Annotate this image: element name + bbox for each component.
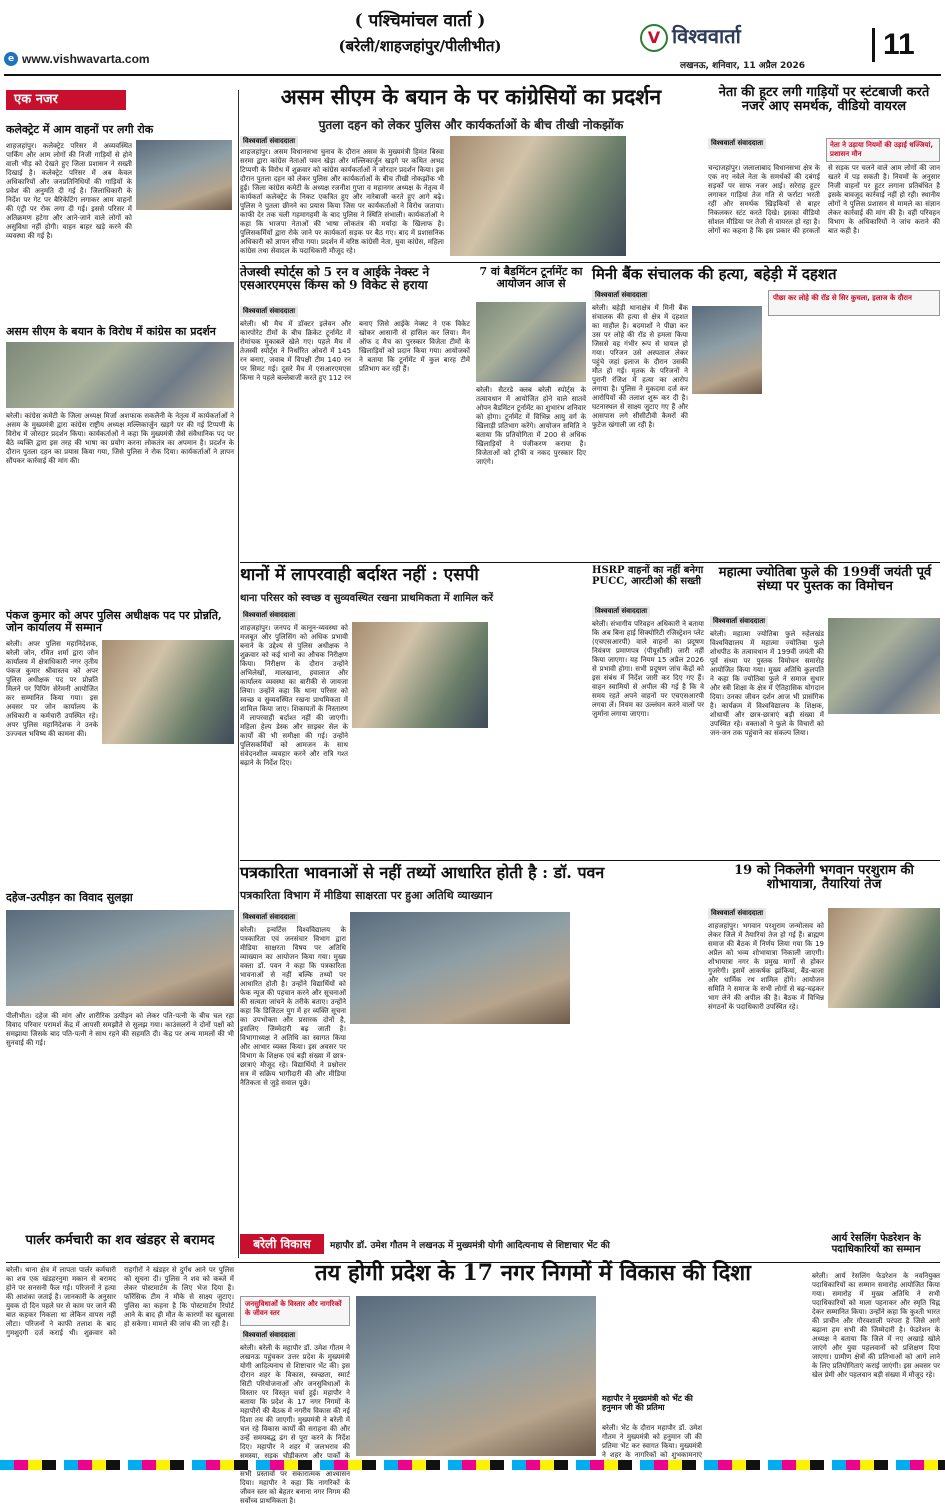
thana-body: शाहजहांपुर। जनपद में कानून-व्यवस्था को मजबूत और पुलिसिंग को अधिक प्रभावी बनाने के उद्देश्य से पुलिस अधीक्षक ने शुक्रवार को कई थानों का औचक निरीक्षण किया। निरीक्षण के दौरान उन्होंने अभिलेखों, मालखाना, हवालात और कार्यालय व्यवस्था का बारीकी से जायजा लिया। उन्होंने कहा कि थाना परिसर को स्वच्छ व सुव्यवस्थित रखना प्राथमिकता में शामिल किया जाए। शिकायतों के निस्तारण में लापरवाही बर्दाश्त नहीं की जाएगी। महिला हेल्प डेस्क और साइबर सेल के कार्यों की भी समीक्षा की गई। उन्होंने पुलिसकर्मियों को आमजन के साथ संवेदनशील व्यवहार करने और रात्रि गश्त बढ़ाने के निर्देश दिए। [240,624,348,767]
dateline: लखनऊ, शनिवार, 11 अप्रैल 2026 [680,61,806,71]
page-number: 11 [872,28,932,62]
masthead-rule [4,74,941,76]
thana-bureau: विश्ववार्ता संवाददाता [240,610,298,621]
phule-headline: महात्मा ज्योतिबा फुले की 199वीं जयंती पूर्व संध्या पर पुस्तक का विमोचन [718,565,932,595]
ek-nazar-s2-headline: असम सीएम के बयान के विरोध में कांग्रेस का प्रदर्शन [6,325,216,338]
parshuram-story [708,864,940,1224]
badminton-headline: 7 वां बैडमिंटन टूर्नामेंट का आयोजन आज से [479,265,583,290]
parshuram-headline: 19 को निकलेगी भगवान परशुराम की शोभायात्रा, तैयारियां तेज [734,863,914,893]
bank-bureau: विश्ववार्ता संवाददाता [592,290,650,301]
divider-3 [240,860,940,861]
footer-registration-bar [0,1460,945,1470]
website-bar[interactable] [4,51,264,69]
thana-subhead: थाना परिसर को स्वच्छ व सुव्यवस्थित रखना प्राथमिकता में शामिल करें [240,593,494,604]
ek-nazar-s2-photo [6,342,234,408]
parlour-story [6,1234,234,1456]
parlour-headline: पार्लर कर्मचारी का शव खंडहर से बरामद [25,1233,215,1248]
phule-body: बरेली। महात्मा ज्योतिबा फुले रुहेलखंड विश्वविद्यालय में महात्मा ज्योतिबा फुले शोधपीठ के तत्वावधान में 199वीं जयंती की पूर्व संध्या पर पुस्तक विमोचन समारोह आयोजित किया गया। मुख्य अतिथि कुलपति ने कहा कि ज्योतिबा फुले ने समाज सुधार और स्त्री शिक्षा के क्षेत्र में ऐतिहासिक योगदान दिया। उनका जीवन दर्शन आज भी प्रासंगिक है। कार्यक्रम में विश्वविद्यालय के शिक्षक, शोधार्थी और छात्र-छात्राएं बड़ी संख्या में उपस्थित रहे। वक्ताओं ने फुले के विचारों को जन-जन तक पहुंचाने का संकल्प लिया। [710,630,824,737]
badminton-story [476,266,586,558]
logo-text: विश्ववार्ता [672,24,741,48]
bank-body: बरेली। बहेड़ी थानाक्षेत्र में मिनी बैंक संचालक की हत्या से क्षेत्र में दहशत का माहौल है। बदमाशों ने पीछा कर उस पर लोहे की रॉड से हमला किया जिससे वह गंभीर रूप से घायल हो गया। परिजन उसे अस्पताल लेकर पहुंचे जहां इलाज के दौरान उसकी मौत हो गई। मृतक के परिजनों ने पुरानी रंजिश में हत्या का आरोप लगाया है। पुलिस ने मुकदमा दर्ज कर आरोपियों की तलाश शुरू कर दी है। घटनास्थल से साक्ष्य जुटाए गए हैं और आसपास लगे सीसीटीवी कैमरों की फुटेज खंगाली जा रही है। [592,304,688,429]
hooter-headline: नेता की हूटर लगी गाड़ियों पर स्टंटबाजी करते नजर आए समर्थक, वीडियो वायरल [718,85,930,115]
logo [640,18,800,58]
phule-bureau: विश्ववार्ता संवाददाता [710,616,768,627]
bank-body-col3 [768,320,940,556]
badminton-body: बरेली। सैटरडे क्लब बरेली स्पोर्ट्स के तत्वावधान में आयोजित होने वाले सातवें ओपन बैडमिंटन टूर्नामेंट का शुभारंभ शनिवार को होगा। टूर्नामेंट में विभिन्न आयु वर्ग के खिलाड़ी प्रतिभाग करेंगे। आयोजन समिति ने बताया कि प्रतियोगिता में 200 से अधिक खिलाड़ियों ने पंजीकरण कराया है। विजेताओं को ट्रॉफी व नकद पुरस्कार दिए जाएंगे। [476,386,586,466]
bank-box-text: पीछा कर लोहे की रॉड से सिर कुचला, इलाज के दौरान [773,294,912,302]
masthead [0,0,945,76]
patrakarita-bureau: विश्ववार्ता संवाददाता [240,912,298,923]
vikas-box-text: जनसुविधाओं के विस्तार और नागरिकों के जीवन स्तर [245,1300,342,1317]
arya-headline: आर्य रेसलिंग फेडरेशन के पदाधिकारियों का सम्मान [831,1233,921,1255]
hooter-box-text: नेता ने उड़ाया नियमों की उड़ाई धज्जियां, प्रशासन मौन [830,141,934,158]
arya-body: बरेली। आर्य रेसलिंग फेडरेशन के नवनियुक्त पदाधिकारियों का सम्मान समारोह आयोजित किया गया। समारोह में मुख्य अतिथि ने सभी पदाधिकारियों को माला पहनाकर और स्मृति चिह्न देकर सम्मानित किया। उन्होंने कहा कि कुश्ती भारत की प्राचीन और गौरवशाली परंपरा है जिसे आगे बढ़ाना हम सभी की जिम्मेदारी है। फेडरेशन के अध्यक्ष ने बताया कि जिले में नए अखाड़े खोले जाएंगे और युवा पहलवानों को प्रशिक्षण दिया जाएगा। ग्रामीण क्षेत्रों की प्रतिभाओं को आगे लाने के लिए प्रतियोगिताएं कराई जाएंगी। इस अवसर पर खेल प्रेमी और पहलवान बड़ी संख्या में मौजूद रहे। [812,1272,940,1379]
cricket-body: बरेली। श्री मैच में डॉक्टर इलेवन और कारपोरेट टीमों के बीच क्रिकेट टूर्नामेंट में रोमांचक मुकाबले खेले गए। पहले मैच में तेजस्वी स्पोर्ट्स ने निर्धारित ओवरों में 145 रन बनाए, जवाब में विपक्षी टीम 140 रन पर सिमट गई। दूसरे मैच में एसआरएमएस किंग्स ने पहले बल्लेबाजी करते हुए 112 रन बनाए जिसे आईके नेक्स्ट ने एक विकेट खोकर आसानी से हासिल कर लिया। मैन ऑफ द मैच का पुरस्कार विजेता टीमों के खिलाड़ियों को प्रदान किया गया। आयोजकों ने बताया कि टूर्नामेंट में कुल बारह टीमें प्रतिभाग कर रही हैं। [240,320,470,382]
vikas-box2-headline: महापौर ने मुख्यमंत्री को भेंट की हनुमान जी की प्रतिमा [602,1393,693,1412]
hsrp-story [592,566,704,856]
lead-bureau: विश्ववार्ता संवाददाता [240,136,298,147]
ek-nazar-s4-body: पीलीभीत। दहेज की मांग और शारीरिक उत्पीड़न को लेकर पति-पत्नी के बीच चल रहा विवाद परिवार परामर्श केंद्र में आपसी समझौते से सुलझ गया। काउंसलरों ने दोनों पक्षों को समझाया जिसके बाद पति-पत्नी ने साथ रहने की सहमति दी। केंद्र पर अन्य मामलों की भी सुनवाई की गई। [6,1012,234,1047]
ek-nazar-s4-photo [6,910,234,1006]
patrakarita-body-lower [350,1028,702,1222]
patrakarita-subhead: पत्रकारिता विभाग में मीडिया साक्षरता पर हुआ अतिथि व्याख्यान [240,889,493,902]
vikas-photo [356,1296,596,1456]
cricket-story [240,266,470,558]
logo-v-icon: V [640,24,668,52]
arya-story [812,1234,940,1456]
thana-story [240,566,588,856]
vikas-headline: तय होगी प्रदेश के 17 नगर निगमों में विकास की दिशा [315,1260,751,1286]
lead-story [240,86,702,258]
lead-body-col2 [632,136,702,256]
patrakarita-story [240,864,702,1224]
vikas-kicker: महापौर डॉ. उमेश गौतम ने लखनऊ में मुख्यमंत्री योगी आदित्यनाथ से शिष्टाचार भेंट की [330,1241,610,1251]
parlour-body: बरेली। थाना क्षेत्र में लापता पार्लर कर्मचारी का शव एक खंडहरनुमा मकान से बरामद होने पर सनसनी फैल गई। परिजनों ने हत्या की आशंका जताई है। जानकारी के अनुसार युवक दो दिन पहले घर से काम पर जाने की बात कहकर निकला था लेकिन वापस नहीं लौटा। परिजनों ने काफी तलाश के बाद गुमशुदगी दर्ज कराई थी। शुक्रवार को राहगीरों ने खंडहर से दुर्गंध आने पर पुलिस को सूचना दी। पुलिस ने शव को कब्जे में लेकर पोस्टमार्टम के लिए भेज दिया है। फॉरेंसिक टीम ने मौके से साक्ष्य जुटाए। पुलिस का कहना है कि पोस्टमार्टम रिपोर्ट आने के बाद ही मौत के कारणों का खुलासा हो सकेगा। मामले की जांच की जा रही है। [6,1266,234,1337]
patrakarita-photo [350,912,570,1024]
bank-headline: मिनी बैंक संचालक की हत्या, बहेड़ी में दहशत [592,265,837,283]
vikas-bureau: विश्ववार्ता संवाददाता [240,1330,298,1341]
vikas-box [240,1296,350,1326]
patrakarita-headline: पत्रकारिता भावनाओं से नहीं तथ्यों आधारित होती है : डॉ. पवन [240,863,605,882]
vikas-story [240,1234,806,1505]
hsrp-body: बरेली। संभागीय परिवहन अधिकारी ने बताया कि अब बिना हाई सिक्योरिटी रजिस्ट्रेशन प्लेट (एचएसआरपी) वाले वाहनों का प्रदूषण नियंत्रण प्रमाणपत्र (पीयूसीसी) जारी नहीं किया जाएगा। यह नियम 15 अप्रैल 2026 से प्रभावी होगा। सभी प्रदूषण जांच केंद्रों को इस संबंध में निर्देश जारी कर दिए गए हैं। वाहन स्वामियों से अपील की गई है कि वे समय रहते अपने वाहनों पर एचएसआरपी लगवा लें। नियम का उल्लंघन करने वालों पर जुर्माना लगाया जाएगा। [592,620,704,718]
vikas-body: बरेली। बरेली के महापौर डॉ. उमेश गौतम ने लखनऊ पहुंचकर उत्तर प्रदेश के मुख्यमंत्री योगी आदित्यनाथ से शिष्टाचार भेंट की। इस दौरान शहर के विकास, स्वच्छता, स्मार्ट सिटी परियोजनाओं और जनसुविधाओं के विस्तार पर विस्तृत चर्चा हुई। महापौर ने बताया कि प्रदेश के 17 नगर निगमों के महापौरों की बैठक में नगरीय विकास की नई दिशा तय की जाएगी। मुख्यमंत्री ने बरेली में चल रहे विकास कार्यों की सराहना की और उन्हें समयबद्ध ढंग से पूरा करने के निर्देश दिए। महापौर ने शहर में जलभराव की समस्या, सड़क चौड़ीकरण और पार्कों के सभी प्रस्तावों पर सकारात्मक आश्वासन दिया। महापौर ने कहा कि नागरिकों के जीवन स्तर को बेहतर बनाना नगर निगम की सर्वोच्च प्राथमिकता है। [240,1344,350,1505]
ek-nazar-s3-body: बरेली। अपर पुलिस महानिदेशक, बरेली जोन, रमित शर्मा द्वारा जोन कार्यालय में क्षेत्राधिकारी नगर तृतीय पंकज कुमार श्रीवास्तव को अपर पुलिस अधीक्षक पद पर प्रोन्नति मिलने पर पिपिंग सेरेमनी आयोजित कर सम्मानित किया गया। इस अवसर पर जोन कार्यालय के अधिकारी व कर्मचारी उपस्थित रहे। अपर पुलिस महानिदेशक ने उनके उज्ज्वल भविष्य की कामना की। [6,640,98,738]
phule-story [710,566,940,856]
section-title: ( पश्चिमांचल वार्ता ) [354,11,486,31]
vikas-body-col3 [602,1296,702,1392]
ek-nazar-s3-photo [102,640,234,744]
hooter-body: चन्दाजहांपुर। जलालाबाद विधानसभा क्षेत्र के एक नए नवेले नेता के समर्थकों की दबंगई सड़कों पर साफ नजर आई। सरेराह हूटर लगाकर गाड़ियां तेज गति से फर्राटा भरती रहीं और समर्थक खिड़कियों से बाहर निकलकर स्टंट करते दिखे। इसका वीडियो सोशल मीडिया पर तेजी से वायरल हो रहा है। लोगों का कहना है कि इस प्रकार की हरकतों से सड़क पर चलने वाले आम लोगों की जान खतरे में पड़ सकती है। नियमों के अनुसार निजी वाहनों पर हूटर लगाना प्रतिबंधित है इसके बावजूद कार्रवाई नहीं हो रही। स्थानीय लोगों ने पुलिस प्रशासन से मामले का संज्ञान लेकर कार्रवाई की मांग की है। वहीं परिवहन विभाग के अधिकारियों ने जांच कराने की बात कही है। [708,164,940,235]
divider-1 [240,262,940,263]
vikas-box2-body: बरेली। भेंट के दौरान महापौर डॉ. उमेश गौतम ने मुख्यमंत्री को हनुमान जी की प्रतिमा भेंट कर स्वागत किया। मुख्यमंत्री ने शहर के नागरिकों को शुभकामनाएं [602,1424,702,1459]
hooter-bureau: विश्ववार्ता संवाददाता [708,138,766,149]
lead-photo [450,136,626,256]
website-url[interactable]: www.vishwavarta.com [22,52,150,66]
ek-nazar-s4-headline: दहेज-उत्पीड़न का विवाद सुलझा [6,891,133,904]
thana-headline: थानों में लापरवाही बर्दाश्त नहीं : एसपी [240,565,479,585]
cricket-bureau: विश्ववार्ता संवाददाता [240,306,298,317]
lead-body: शाहजहांपुर। असम विधानसभा चुनाव के दौरान असम के मुख्यमंत्री हिमंत बिस्वा सरमा द्वारा कांग्रेस नेताओं पवन खेड़ा और मल्लिकार्जुन खड़गे पर कथित अभद्र टिप्पणी के विरोध में शुक्रवार को कांग्रेस कार्यकर्ताओं ने जोरदार प्रदर्शन किया। इस दौरान पुतला दहन को लेकर पुलिस और कार्यकर्ताओं के बीच तीखी नोकझोंक भी हुई। जिला कांग्रेस कमेटी के अध्यक्ष रजनीश गुप्ता व महानगर अध्यक्ष के नेतृत्व में कार्यकर्ता कलेक्ट्रेट के निकट एकत्रित हुए और नारेबाजी करते हुए आगे बढ़े। पुलिस ने पुतला छीनने का प्रयास किया जिस पर कार्यकर्ताओं ने विरोध जताया। काफी देर तक चली गहमागहमी के बाद पुलिस ने स्थिति संभाली। कार्यकर्ताओं ने कहा कि भाजपा नेताओं की भाषा लोकतंत्र की मर्यादा के खिलाफ है। पुलिसकर्मियों द्वारा रोके जाने पर कार्यकर्ता सड़क पर बैठ गए। बाद में प्रशासनिक अधिकारी को ज्ञापन सौंपा गया। प्रदर्शन में वरिष्ठ कांग्रेसी नेता, युवा कांग्रेस, महिला कांग्रेस तथा सेवादल के पदाधिकारी मौजूद रहे। [240,148,444,255]
globe-icon: e [4,52,18,66]
ek-nazar-s2-body: बरेली। कांग्रेस कमेटी के जिला अध्यक्ष मिर्जा अशफाक सकलैनी के नेतृत्व में कार्यकर्ताओं ने असम के मुख्यमंत्री द्वारा कांग्रेस राष्ट्रीय अध्यक्ष मल्लिकार्जुन खड़गे पर की गई टिप्पणी के विरोध में जोरदार प्रदर्शन किया। कार्यकर्ताओं ने कहा कि मुख्यमंत्री जैसे संवैधानिक पद पर बैठे व्यक्ति द्वारा इस तरह की भाषा का प्रयोग करना लोकतंत्र का अपमान है। प्रदर्शन के दौरान पुतला दहन का प्रयास किया गया, जिसे पुलिस ने रोक दिया। कार्यकर्ताओं ने ज्ञापन सौंपकर कार्रवाई की मांग की। [6,412,234,465]
ek-nazar-s3-headline: पंकज कुमार को अपर पुलिस अधीक्षक पद पर प्रोन्नति, जोन कार्यालय में सम्मान [6,609,222,634]
hsrp-headline: HSRP वाहनों का नहीं बनेगा PUCC, आरटीओ की सख्ती [592,565,704,587]
divider-2 [240,562,940,563]
bank-photo [692,306,762,394]
badminton-photo [476,302,586,382]
patrakarita-body: बरेली। इन्वर्टिस विश्वविद्यालय के पत्रकारिता एवं जनसंचार विभाग द्वारा मीडिया साक्षरता विषय पर अतिथि व्याख्यान का आयोजन किया गया। मुख्य वक्ता डॉ. पवन ने कहा कि पत्रकारिता भावनाओं से नहीं बल्कि तथ्यों पर आधारित होती है। उन्होंने विद्यार्थियों को फेक न्यूज की पहचान करने और सूचनाओं की सत्यता जांचने के तरीके बताए। उन्होंने कहा कि डिजिटल युग में हर व्यक्ति सूचना का उपभोक्ता और प्रसारक दोनों है, इसलिए जिम्मेदारी बढ़ जाती है। विभागाध्यक्ष ने अतिथि का स्वागत किया और आभार व्यक्त किया। इस अवसर पर विभाग के शिक्षक एवं बड़ी संख्या में छात्र-छात्राएं मौजूद रहे। विद्यार्थियों ने प्रश्नोत्तर सत्र में सक्रिय भागीदारी की और मीडिया नैतिकता से जुड़े सवाल पूछे। [240,926,346,1087]
lead-headline: असम सीएम के बयान के पर कांग्रेसियों का प्रदर्शन [280,84,662,109]
phule-photo [828,618,940,714]
parshuram-body: शाहजहांपुर। भगवान परशुराम जन्मोत्सव को लेकर जिले में तैयारियां तेज हो गई हैं। ब्राह्मण समाज की बैठक में निर्णय लिया गया कि 19 अप्रैल को भव्य शोभायात्रा निकाली जाएगी। शोभायात्रा नगर के प्रमुख मार्गों से होकर गुजरेगी। इसमें आकर्षक झांकियां, बैंड-बाजा और धार्मिक रथ शामिल होंगे। आयोजन समिति ने समाज के सभी लोगों से बढ़-चढ़कर भाग लेने की अपील की है। बैठक में विभिन्न संगठनों के पदाधिकारी उपस्थित रहे। [708,922,824,1011]
ek-nazar-s1-body: शाहजहांपुर। कलेक्ट्रेट परिसर में अव्यवस्थित पार्किंग और आम लोगों की निजी गाड़ियों से होने वाली भीड़ को देखते हुए जिला प्रशासन ने सख्ती दिखाई है। कलेक्ट्रेट परिसर में अब केवल अधिकारियों और जनप्रतिनिधियों की गाड़ियों के प्रवेश की अनुमति दी गई है। जिलाधिकारी के निर्देश पर गेट पर बैरिकेटिंग लगाकर आम वाहनों की एंट्री पर रोक लगा दी गई। इससे परिसर में अतिक्रमण हटेगा और आने-जाने वाले लोगों को असुविधा नहीं होगी। वाहन बाहर खड़े करने की व्यवस्था की गई है। [6,142,132,240]
hsrp-bureau: विश्ववार्ता संवाददाता [592,606,650,617]
lead-subhead: पुतला दहन को लेकर पुलिस और कार्यकर्ताओं के बीच तीखी नोकझोंक [318,118,624,132]
cricket-headline: तेजस्वी स्पोर्ट्स को 5 रन व आईके नेक्स्ट ने एसआरएमएस किंग्स को 9 विकेट से हराया [240,265,430,292]
section-cities: (बरेली/शाहजहांपुर/पीलीभीत) [338,37,502,55]
bank-box [768,290,940,316]
vikas-body-col4 [706,1296,806,1456]
ek-nazar-s1-photo [136,140,232,210]
ek-nazar-tag: एक नजर [6,90,126,110]
ek-nazar-s1-headline: कलेक्ट्रेट में आम वाहनों पर लगी रोक [6,123,154,136]
thana-photo [352,622,488,728]
parshuram-bureau: विश्ववार्ता संवाददाता [708,908,766,919]
hooter-story [708,86,940,258]
ek-nazar-border [238,90,239,1258]
ek-nazar-column [6,90,234,1258]
hooter-box [826,138,940,162]
bank-story [592,266,940,558]
vikas-tag: बरेली विकास [240,1234,324,1254]
parshuram-photo [828,908,940,1008]
